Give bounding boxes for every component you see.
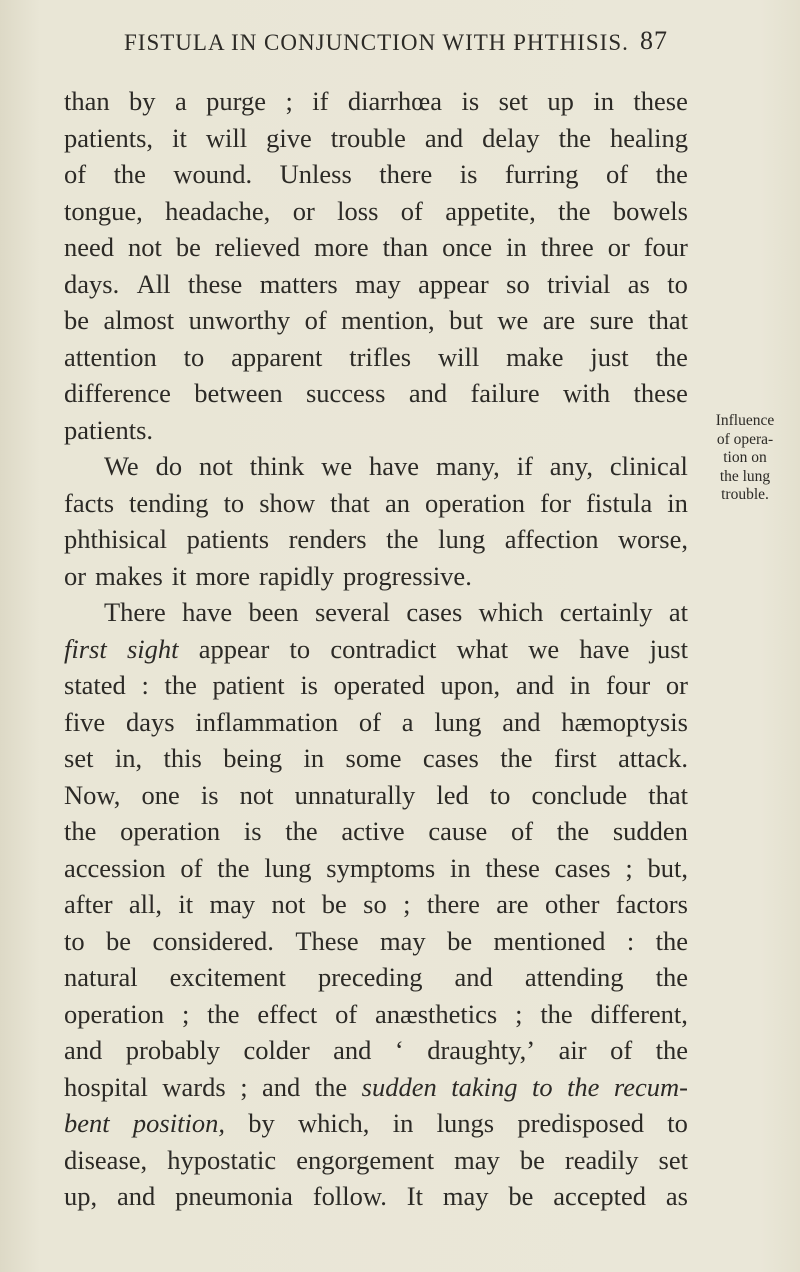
body-text — [64, 83, 688, 1215]
text-line: stated : the patient is operated upon, and in four or — [64, 670, 688, 700]
text-line: than by a purge ; if diarrhœa is set up in these — [64, 86, 688, 116]
marginal-note-line: the lung — [719, 467, 771, 485]
text-line: need not be relieved more than once in three or four — [64, 232, 688, 262]
marginal-note-line: of opera- — [716, 430, 774, 448]
text-line: of the wound. Unless there is furring of the — [64, 159, 688, 189]
marginal-note-line: trouble. — [721, 486, 769, 503]
text-line: first sight appear to contradict what we have just — [64, 633, 688, 664]
text-line: facts tending to show that an operation for fistula in — [64, 487, 688, 518]
text-line: after all, it may not be so ; there are other factors — [64, 889, 688, 919]
page-number: 87 — [640, 26, 668, 55]
text-line: days. All these matters may appear so trivial as to — [64, 268, 688, 299]
text-line: up, and pneumonia follow. It may be accepted as — [64, 1181, 688, 1211]
text-line: set in, this being in some cases the first attack. — [64, 743, 688, 773]
text-line: or makes it more rapidly progressive. — [64, 560, 472, 591]
text-line: five days inflammation of a lung and hæmoptysis — [64, 706, 688, 737]
text-line: bent position, by which, in lungs predisposed to — [64, 1108, 688, 1138]
text-line: accession of the lung symptoms in these cases ; but, — [64, 852, 688, 883]
marginal-note-line: Influence — [715, 412, 775, 429]
marginal-note — [690, 412, 800, 505]
marginal-note-line: tion on — [723, 449, 767, 466]
text-line: the operation is the active cause of the sudden — [64, 816, 688, 846]
text-line: and probably colder and ‘ draughty,’ air of the — [64, 1035, 688, 1065]
text-line: difference between success and failure with these — [64, 378, 688, 408]
text-line: patients, it will give trouble and delay the healing — [64, 122, 688, 153]
text-line: hospital wards ; and the sudden taking to the recum- — [64, 1071, 688, 1102]
text-line: disease, hypostatic engorgement may be readily set — [64, 1144, 688, 1175]
text-line: phthisical patients renders the lung affection worse, — [64, 524, 688, 554]
text-line: to be considered. These may be mentioned : the — [64, 925, 688, 956]
text-line: tongue, headache, or loss of appetite, the bowels — [64, 195, 688, 226]
text-line: be almost unworthy of mention, but we are sure that — [64, 305, 688, 335]
text-line: Now, one is not unnaturally led to conclude that — [64, 779, 688, 810]
text-line: operation ; the effect of anæsthetics ; the different, — [64, 998, 688, 1029]
text-line: attention to apparent trifles will make just the — [64, 341, 688, 372]
text-line: There have been several cases which certainly at — [104, 597, 688, 627]
text-line: natural excitement preceding and attending the — [64, 962, 688, 992]
running-head-title: FISTULA IN CONJUNCTION WITH PHTHISIS. — [124, 30, 629, 55]
text-line: We do not think we have many, if any, clinical — [104, 451, 688, 481]
text-line: patients. — [64, 414, 154, 445]
